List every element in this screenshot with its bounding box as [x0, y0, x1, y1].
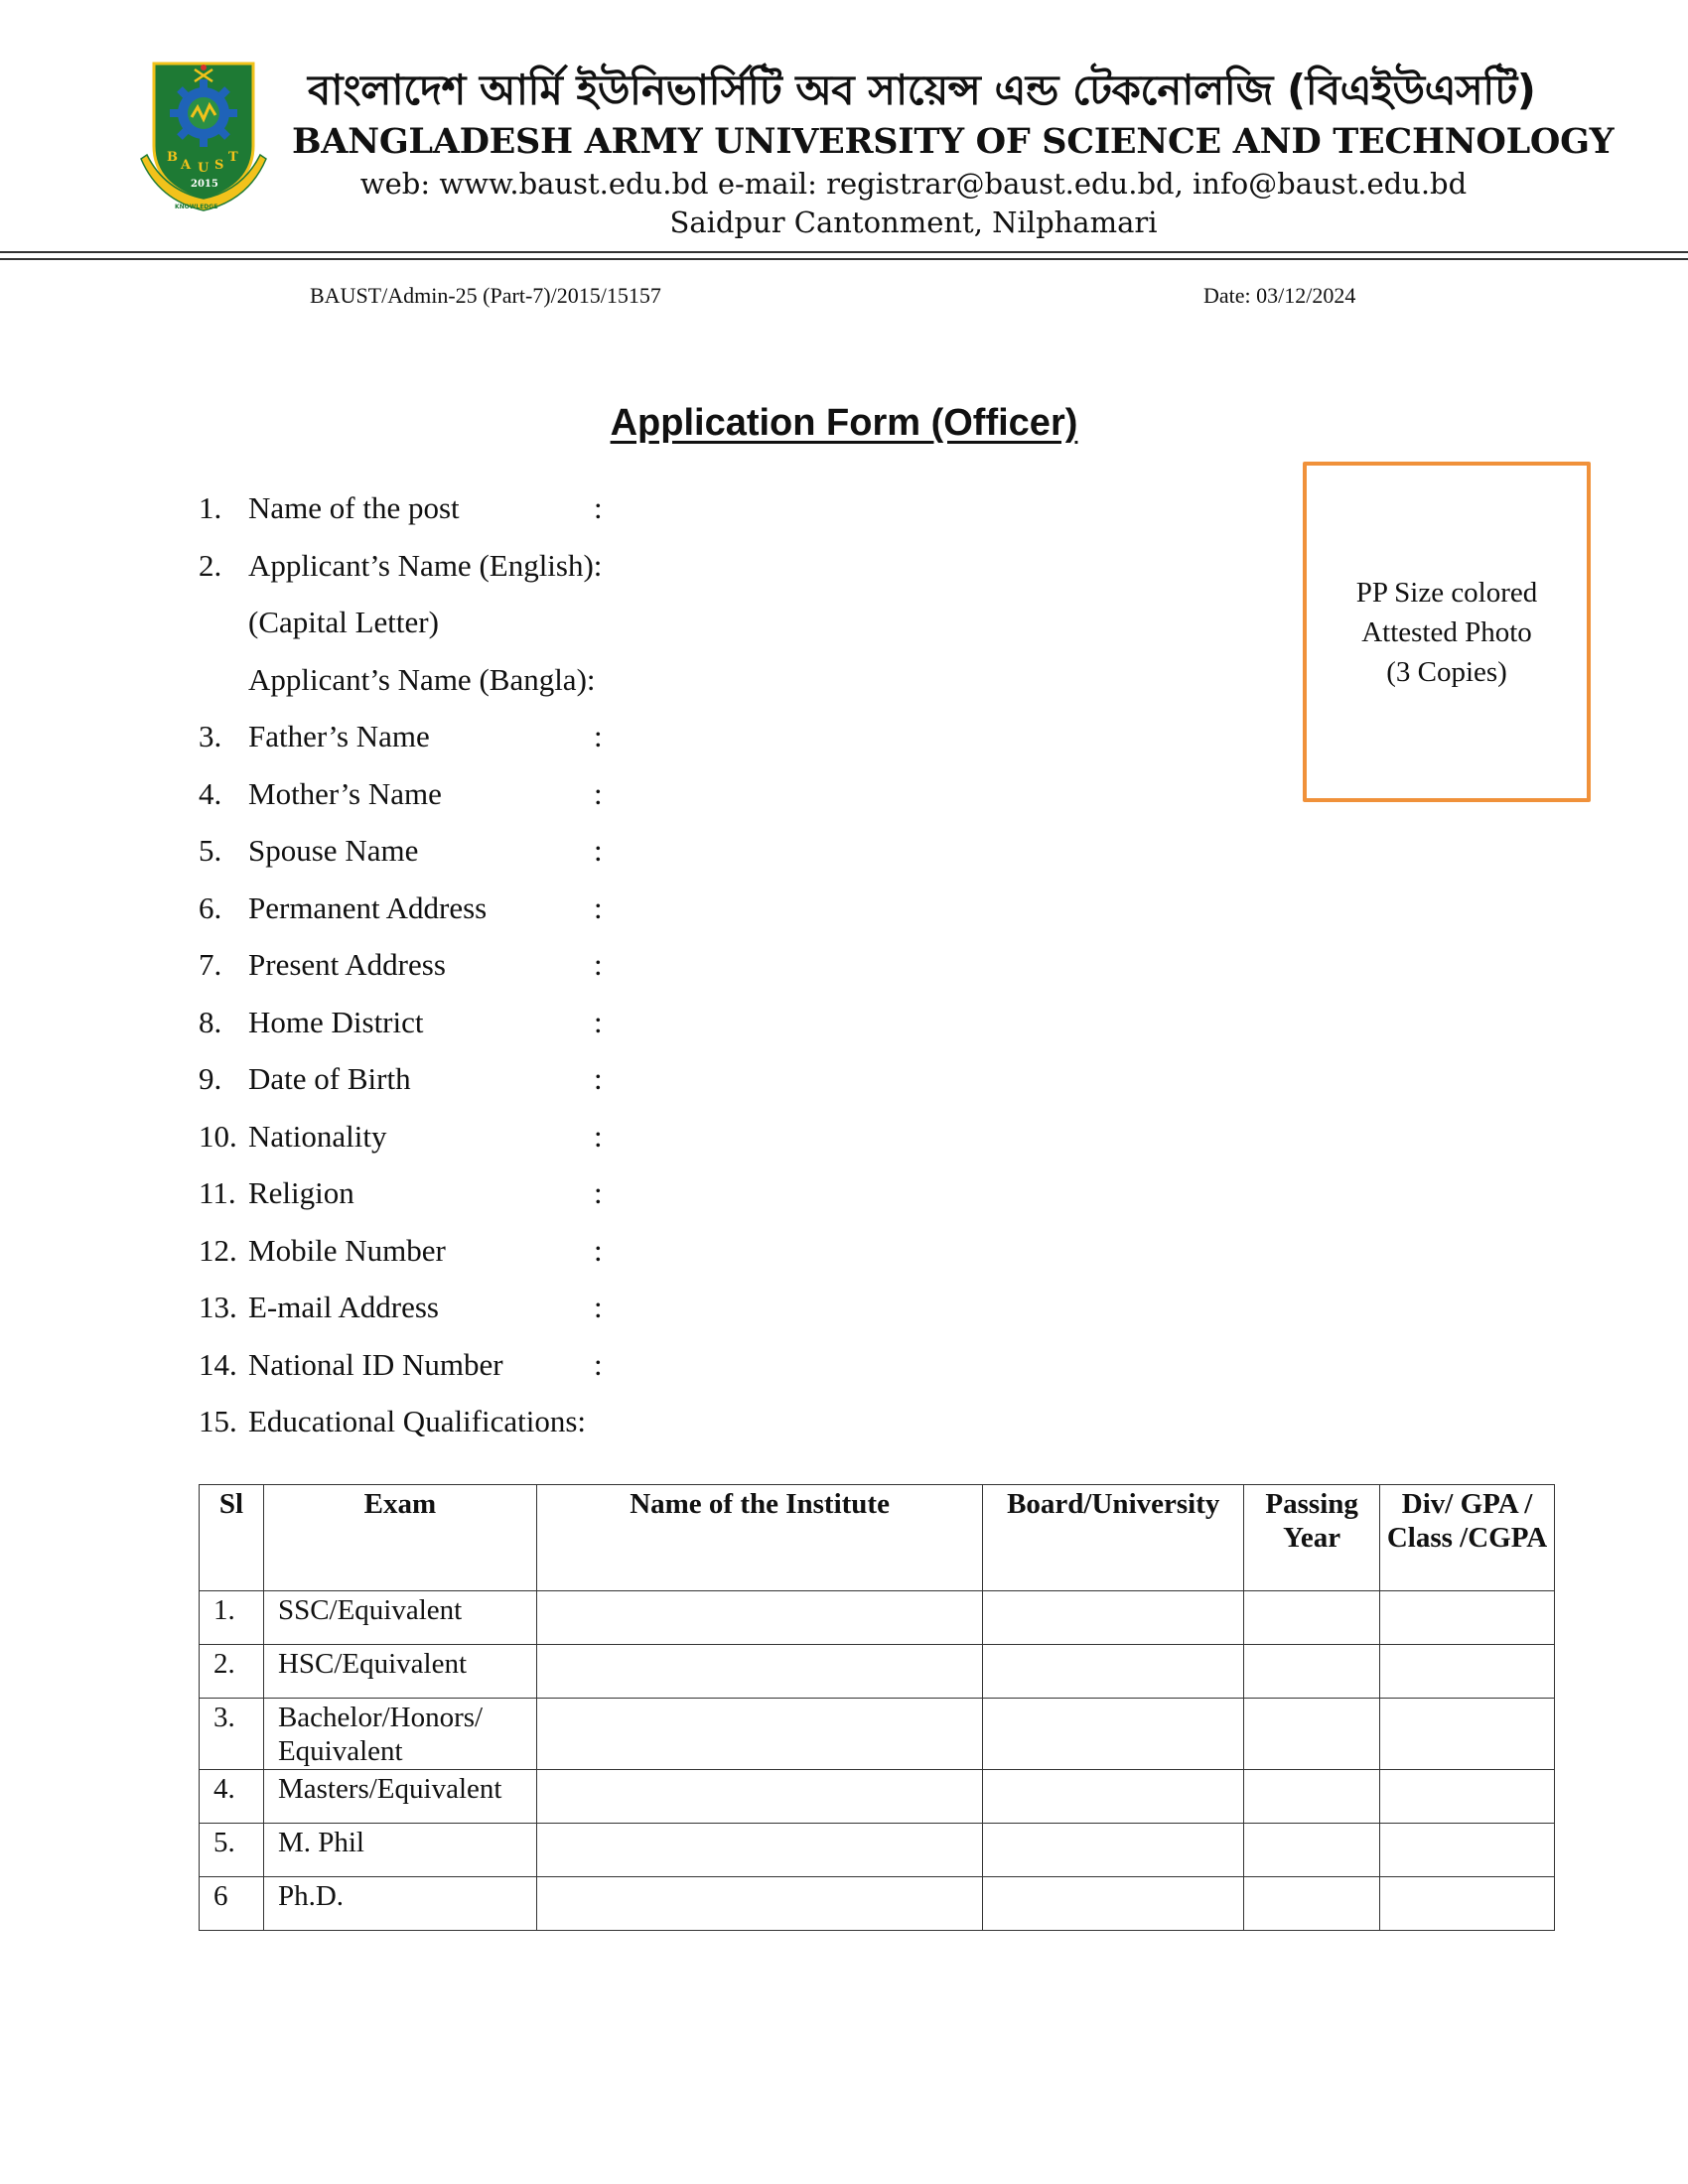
- field-colon: :: [594, 719, 603, 753]
- institute-cell[interactable]: [536, 1591, 982, 1645]
- board-cell[interactable]: [983, 1645, 1244, 1699]
- field-label: Father’s Name: [248, 719, 430, 753]
- table-header-row: [200, 1485, 1555, 1591]
- institute-cell[interactable]: [536, 1699, 982, 1770]
- column-header-exam: Exam: [263, 1485, 536, 1591]
- header-divider-secondary: [0, 258, 1688, 260]
- field-label: Religion: [248, 1175, 354, 1210]
- field-label: Date of Birth: [248, 1061, 411, 1096]
- photo-box: [1303, 462, 1591, 802]
- row-exam: M. Phil: [263, 1824, 536, 1877]
- field-colon: :: [594, 1118, 603, 1154]
- row-sl: 1.: [200, 1591, 264, 1645]
- field-label: Spouse Name: [248, 833, 419, 868]
- field-number: 5.: [199, 833, 222, 868]
- result-cell[interactable]: [1380, 1824, 1555, 1877]
- svg-text:U: U: [198, 161, 210, 176]
- field-colon: :: [594, 1004, 603, 1039]
- field-label: Name of the post: [248, 490, 460, 525]
- result-cell[interactable]: [1380, 1877, 1555, 1931]
- result-cell[interactable]: [1380, 1699, 1555, 1770]
- contact-line: web: www.baust.edu.bd e-mail: registrar@baust.edu.bd, info@baust.edu.bd: [359, 167, 1468, 201]
- column-header-result: Div/ GPA / Class /CGPA: [1380, 1485, 1555, 1591]
- field-number: 9.: [199, 1061, 222, 1096]
- column-header-passing-year: Passing Year: [1244, 1485, 1380, 1591]
- svg-text:KNOWLEDGE: KNOWLEDGE: [175, 204, 218, 210]
- reference-number: BAUST/Admin-25 (Part-7)/2015/15157: [310, 283, 661, 308]
- result-cell[interactable]: [1380, 1645, 1555, 1699]
- board-cell[interactable]: [983, 1699, 1244, 1770]
- field-number: 11.: [199, 1175, 236, 1210]
- field-colon: :: [594, 490, 603, 525]
- field-number: 14.: [199, 1346, 237, 1382]
- column-header-board: Board/University: [983, 1485, 1244, 1591]
- table-row: [200, 1591, 1555, 1645]
- form-title: Application Form (Officer): [610, 402, 1078, 444]
- field-label: Educational Qualifications:: [248, 1404, 587, 1438]
- board-cell[interactable]: [983, 1824, 1244, 1877]
- university-name-bangla: বাংলাদেশ আর্মি ইউনিভার্সিটি অব সায়েন্স এন্ড টেকনোলজি (বিএইউএসটি): [308, 66, 1536, 114]
- field-colon: :: [594, 1346, 603, 1382]
- svg-text:A: A: [181, 158, 192, 173]
- institute-cell[interactable]: [536, 1645, 982, 1699]
- svg-text:S: S: [214, 158, 224, 173]
- field-number: 7.: [199, 947, 222, 982]
- field-label: Applicant’s Name (English):: [248, 547, 603, 583]
- column-header-sl: Sl: [200, 1485, 264, 1591]
- table-row: [200, 1645, 1555, 1699]
- field-label: E-mail Address: [248, 1290, 439, 1324]
- table-row: [200, 1699, 1555, 1770]
- issue-date: Date: 03/12/2024: [1203, 283, 1356, 308]
- institute-cell[interactable]: [536, 1770, 982, 1824]
- field-colon: :: [594, 947, 603, 982]
- row-exam: SSC/Equivalent: [263, 1591, 536, 1645]
- institute-cell[interactable]: [536, 1824, 982, 1877]
- field-colon: :: [594, 1290, 603, 1324]
- field-colon: :: [594, 833, 603, 868]
- row-sl: 6: [200, 1877, 264, 1931]
- passing-year-cell[interactable]: [1244, 1824, 1380, 1877]
- header-divider: [0, 251, 1688, 253]
- field-label: Permanent Address: [248, 889, 488, 925]
- field-number: 13.: [199, 1290, 237, 1324]
- field-number: 2.: [199, 547, 222, 583]
- field-number: 8.: [199, 1004, 222, 1039]
- passing-year-cell[interactable]: [1244, 1877, 1380, 1931]
- table-row: [200, 1770, 1555, 1824]
- field-number: 6.: [199, 889, 222, 925]
- field-label: Applicant’s Name (Bangla):: [248, 661, 596, 697]
- row-exam: HSC/Equivalent: [263, 1645, 536, 1699]
- board-cell[interactable]: [983, 1770, 1244, 1824]
- photo-instruction-line-3: (3 Copies): [1386, 656, 1507, 688]
- education-table: [199, 1484, 1555, 1931]
- location-line: Saidpur Cantonment, Nilphamari: [669, 205, 1158, 239]
- photo-instruction-line-2: Attested Photo: [1361, 616, 1532, 648]
- university-name-english: BANGLADESH ARMY UNIVERSITY OF SCIENCE AND TECHNOLOGY: [292, 121, 1615, 162]
- svg-text:T: T: [228, 150, 238, 165]
- board-cell[interactable]: [983, 1877, 1244, 1931]
- field-number: 15.: [199, 1404, 237, 1438]
- field-colon: :: [594, 1175, 603, 1210]
- field-label: Mobile Number: [248, 1232, 446, 1268]
- field-number: 10.: [199, 1118, 237, 1154]
- board-cell[interactable]: [983, 1591, 1244, 1645]
- table-row: [200, 1824, 1555, 1877]
- row-exam: Bachelor/Honors/ Equivalent: [263, 1699, 536, 1770]
- field-label: Home District: [248, 1004, 424, 1039]
- row-sl: 5.: [200, 1824, 264, 1877]
- field-number: 4.: [199, 775, 222, 811]
- field-number: 1.: [199, 490, 222, 525]
- field-colon: :: [594, 1232, 603, 1268]
- field-colon: :: [594, 775, 603, 811]
- photo-instruction-line-1: PP Size colored: [1355, 577, 1538, 609]
- institute-cell[interactable]: [536, 1877, 982, 1931]
- passing-year-cell[interactable]: [1244, 1770, 1380, 1824]
- field-label: Nationality: [248, 1118, 387, 1154]
- row-exam: Masters/Equivalent: [263, 1770, 536, 1824]
- passing-year-cell[interactable]: [1244, 1591, 1380, 1645]
- row-sl: 2.: [200, 1645, 264, 1699]
- passing-year-cell[interactable]: [1244, 1645, 1380, 1699]
- row-sl: 3.: [200, 1699, 264, 1770]
- field-colon: :: [594, 1061, 603, 1096]
- field-colon: :: [594, 889, 603, 925]
- field-label: Mother’s Name: [248, 775, 442, 811]
- svg-text:B: B: [167, 150, 178, 165]
- row-exam: Ph.D.: [263, 1877, 536, 1931]
- passing-year-cell[interactable]: [1244, 1699, 1380, 1770]
- field-label: National ID Number: [248, 1346, 503, 1382]
- field-label: (Capital Letter): [248, 605, 439, 639]
- result-cell[interactable]: [1380, 1770, 1555, 1824]
- column-header-institute: Name of the Institute: [536, 1485, 982, 1591]
- field-label: Present Address: [248, 947, 446, 982]
- row-sl: 4.: [200, 1770, 264, 1824]
- svg-text:2015: 2015: [191, 179, 218, 190]
- table-row: [200, 1877, 1555, 1931]
- field-number: 3.: [199, 719, 222, 753]
- field-number: 12.: [199, 1232, 237, 1268]
- result-cell[interactable]: [1380, 1591, 1555, 1645]
